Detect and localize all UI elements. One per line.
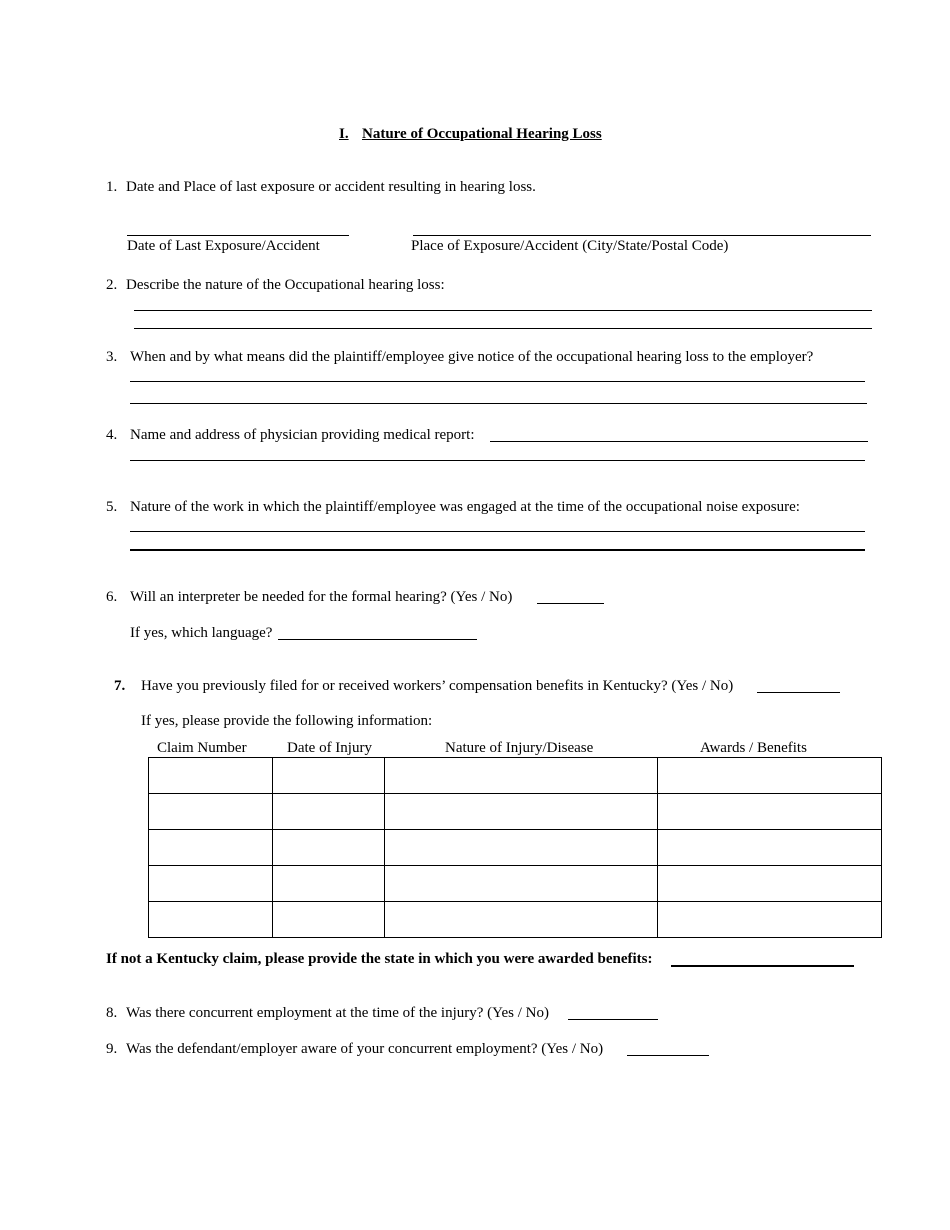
q4-line-2[interactable] — [130, 460, 865, 461]
date-of-injury-cell[interactable] — [273, 866, 385, 902]
section-title: Nature of Occupational Hearing Loss — [362, 126, 602, 142]
date-of-injury-cell[interactable] — [273, 758, 385, 794]
claim-number-cell[interactable] — [149, 830, 273, 866]
q1-number: 1. — [106, 179, 118, 195]
claims-table — [148, 757, 882, 938]
q7-followup: If yes, please provide the following information: — [141, 713, 433, 729]
q1-text: Date and Place of last exposure or accident resulting in hearing loss. — [126, 179, 536, 195]
claim-number-cell[interactable] — [149, 866, 273, 902]
q3-text: When and by what means did the plaintiff/employee give notice of the occupational hearing loss to the employer? — [130, 349, 814, 365]
nature-cell[interactable] — [385, 902, 658, 938]
awards-cell[interactable] — [658, 830, 882, 866]
nature-cell[interactable] — [385, 758, 658, 794]
nature-cell[interactable] — [385, 794, 658, 830]
q6-answer-line[interactable] — [537, 603, 604, 604]
claim-number-cell[interactable] — [149, 902, 273, 938]
claim-number-cell[interactable] — [149, 758, 273, 794]
other-state-line[interactable] — [671, 965, 854, 967]
claims-header-nature: Nature of Injury/Disease — [445, 740, 594, 756]
q1-place-label: Place of Exposure/Accident (City/State/Postal Code) — [411, 238, 729, 254]
q1-place-line[interactable] — [413, 235, 871, 236]
q6-followup: If yes, which language? — [130, 625, 273, 641]
date-of-injury-cell[interactable] — [273, 902, 385, 938]
q5-number: 5. — [106, 499, 118, 515]
q2-number: 2. — [106, 277, 118, 293]
q6-text: Will an interpreter be needed for the formal hearing? (Yes / No) — [130, 589, 513, 605]
q9-answer-line[interactable] — [627, 1055, 709, 1056]
q7-number: 7. — [114, 678, 126, 694]
q3-line-2[interactable] — [130, 403, 867, 404]
table-row — [149, 758, 882, 794]
q1-date-line[interactable] — [127, 235, 349, 236]
q3-number: 3. — [106, 349, 118, 365]
table-row — [149, 794, 882, 830]
q5-line-1[interactable] — [130, 531, 865, 532]
q8-answer-line[interactable] — [568, 1019, 658, 1020]
claim-number-cell[interactable] — [149, 794, 273, 830]
q7-text: Have you previously filed for or received workers’ compensation benefits in Kentucky? (Yes / No) — [141, 678, 734, 694]
table-row — [149, 830, 882, 866]
q6-language-line[interactable] — [278, 639, 477, 640]
awards-cell[interactable] — [658, 758, 882, 794]
q4-text: Name and address of physician providing medical report: — [130, 427, 475, 443]
awards-cell[interactable] — [658, 794, 882, 830]
awards-cell[interactable] — [658, 902, 882, 938]
section-number: I. — [339, 126, 349, 142]
claims-header-awards: Awards / Benefits — [700, 740, 807, 756]
table-row — [149, 866, 882, 902]
awards-cell[interactable] — [658, 866, 882, 902]
claims-header-claim-number: Claim Number — [157, 740, 247, 756]
nature-cell[interactable] — [385, 830, 658, 866]
q9-number: 9. — [106, 1041, 118, 1057]
q2-line-2[interactable] — [134, 328, 872, 329]
claims-header-date-of-injury: Date of Injury — [287, 740, 372, 756]
q5-line-2[interactable] — [130, 549, 865, 551]
date-of-injury-cell[interactable] — [273, 794, 385, 830]
date-of-injury-cell[interactable] — [273, 830, 385, 866]
q5-text: Nature of the work in which the plaintiff/employee was engaged at the time of the occupational noise exposure: — [130, 499, 800, 515]
q9-text: Was the defendant/employer aware of your concurrent employment? (Yes / No) — [126, 1041, 604, 1057]
other-state-text: If not a Kentucky claim, please provide the state in which you were awarded benefits: — [106, 951, 653, 967]
q7-answer-line[interactable] — [757, 692, 840, 693]
nature-cell[interactable] — [385, 866, 658, 902]
q8-text: Was there concurrent employment at the time of the injury? (Yes / No) — [126, 1005, 549, 1021]
q1-date-label: Date of Last Exposure/Accident — [127, 238, 320, 254]
q8-number: 8. — [106, 1005, 118, 1021]
q4-line-1[interactable] — [490, 441, 868, 442]
q2-line-1[interactable] — [134, 310, 872, 311]
table-row — [149, 902, 882, 938]
q6-number: 6. — [106, 589, 118, 605]
q3-line-1[interactable] — [130, 381, 865, 382]
q2-text: Describe the nature of the Occupational hearing loss: — [126, 277, 445, 293]
q4-number: 4. — [106, 427, 118, 443]
